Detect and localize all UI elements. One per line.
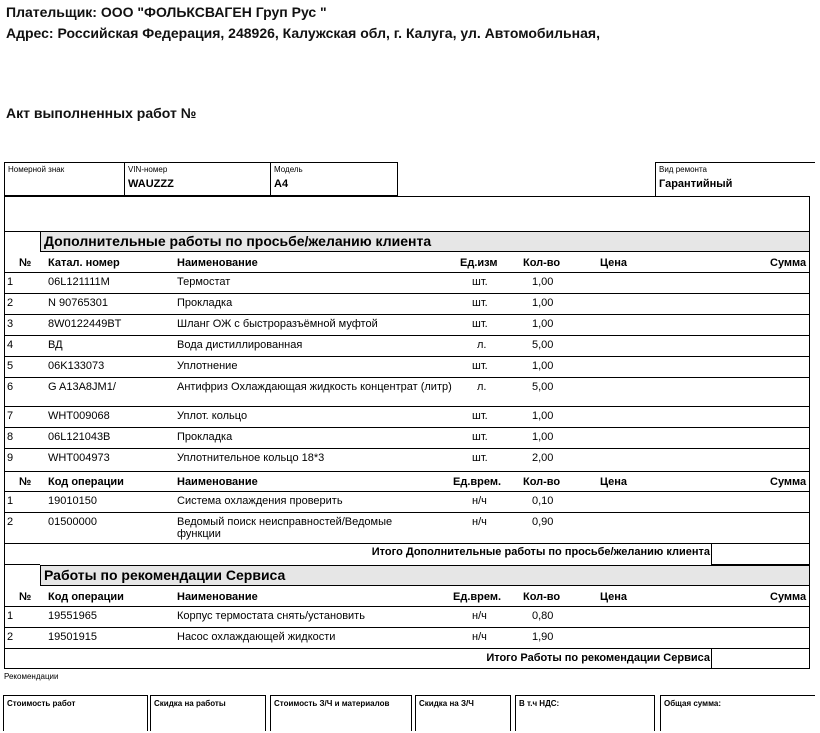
model-label: Модель [274,165,303,174]
footer-box-work-discount: Скидка на работы [150,695,266,731]
table-right-border [809,196,810,668]
ops-header-unit: Ед.врем. [453,476,502,488]
ops-header-code: Код операции [48,476,124,488]
payer-line: Плательщик: ООО "ФОЛЬКСВАГЕН Груп Рус " [6,4,327,20]
section2-title: Работы по рекомендации Сервиса [44,567,286,583]
vin-value: WAUZZZ [128,178,174,190]
col-header-num: № [19,257,32,269]
section1-title: Дополнительные работы по просьбе/желанию клиента [44,233,432,249]
ops-header-num: № [19,476,32,488]
ops-header-sum: Сумма [770,476,807,488]
col-header-name: Наименование [177,257,258,269]
table-top-border [4,196,810,197]
s2-header-num: № [19,591,32,603]
s2-header-sum: Сумма [770,591,807,603]
ops-header-qty: Кол-во [523,476,561,488]
section2-total-label: Итого Работы по рекомендации Сервиса [486,652,710,664]
recommendations-label: Рекомендации [4,672,59,681]
section1-total-label: Итого Дополнительные работы по просьбе/желанию клиента [371,546,710,558]
ops-header-price: Цена [600,476,628,488]
s2-header-name: Наименование [177,591,258,603]
act-title: Акт выполненных работ № [6,105,197,121]
ops-header-name: Наименование [177,476,258,488]
repair-type-box [655,162,815,196]
col-header-catalog: Катал. номер [48,257,120,269]
col-header-qty: Кол-во [523,257,561,269]
footer-box-parts-cost: Стоимость З/Ч и материалов [270,695,412,731]
footer-box-total: Общая сумма: [660,695,815,731]
plate-label: Номерной знак [8,165,65,174]
model-value: A4 [274,178,289,190]
repair-type-label: Вид ремонта [659,165,707,174]
footer-box-parts-discount: Скидка на З/Ч [415,695,511,731]
model-box [270,162,398,196]
footer-box-work-cost: Стоимость работ [3,695,148,731]
repair-type-value: Гарантийный [659,178,733,190]
s2-header-code: Код операции [48,591,124,603]
address-line: Адрес: Российская Федерация, 248926, Калужская обл, г. Калуга, ул. Автомобильная, [6,25,600,41]
table-left-border [4,196,5,668]
col-header-unit: Ед.изм [460,257,498,269]
col-header-sum: Сумма [770,257,807,269]
col-header-price: Цена [600,257,628,269]
footer-box-vat: В т.ч НДС: [515,695,655,731]
s2-header-unit: Ед.врем. [453,591,502,603]
vin-box [124,162,271,196]
vin-label: VIN-номер [128,165,168,174]
s2-header-qty: Кол-во [523,591,561,603]
plate-box [4,162,125,196]
s2-header-price: Цена [600,591,628,603]
